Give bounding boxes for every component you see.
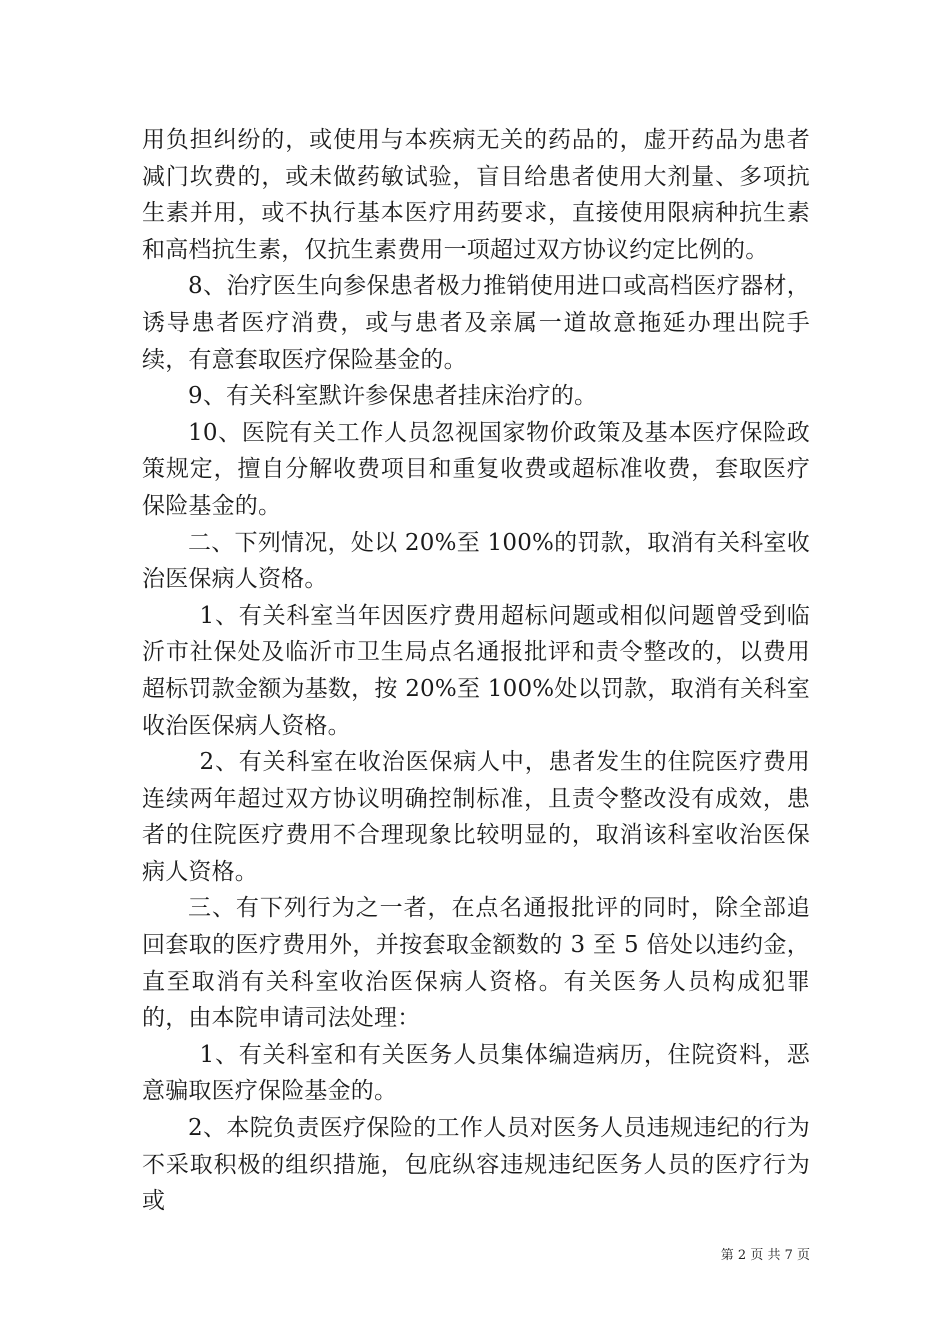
paragraph-section-2: 二、下列情况，处以 20%至 100%的罚款，取消有关科室收治医保病人资格。 <box>142 529 810 593</box>
paragraph-continuation: 用负担纠纷的，或使用与本疾病无关的药品的，虚开药品为患者减门坎费的，或未做药敏试验，盲目给患者使用大剂量、多项抗生素并用，或不执行基本医疗用药要求，直接使用限病种抗生素和高档抗生素，仅抗生素费用一项超过双方协议约定比例的。 <box>142 127 810 263</box>
paragraph-item-9: 9、有关科室默许参保患者挂床治疗的。 <box>188 383 598 410</box>
page-number-footer: 第 2 页 共 7 页 <box>720 1248 810 1263</box>
paragraph-item-10: 10、医院有关工作人员忽视国家物价政策及基本医疗保险政策规定，擅自分解收费项目和重复收费或超标准收费，套取医疗保险基金的。 <box>142 419 810 519</box>
paragraph-section-2-item-2: 2、有关科室在收治医保病人中，患者发生的住院医疗费用连续两年超过双方协议明确控制标准，且责令整改没有成效，患者的住院医疗费用不合理现象比较明显的，取消该科室收治医保病人资格。 <box>142 749 810 885</box>
paragraph-section-2-item-1: 1、有关科室当年因医疗费用超标问题或相似问题曾受到临沂市社保处及临沂市卫生局点名通报批评和责令整改的，以费用超标罚款金额为基数，按 20%至 100%处以罚款，取消有关科室收治医保病人资格。 <box>142 602 810 739</box>
document-body <box>142 122 810 1220</box>
paragraph-item-8: 8、治疗医生向参保患者极力推销使用进口或高档医疗器材，诱导患者医疗消费，或与患者及亲属一道故意拖延办理出院手续，有意套取医疗保险基金的。 <box>142 273 810 373</box>
paragraph-section-3: 三、有下列行为之一者，在点名通报批评的同时，除全部追回套取的医疗费用外，并按套取金额数的 3 至 5 倍处以违约金，直至取消有关科室收治医保病人资格。有关医务人员构成犯罪的，由本院申请司法处理： <box>142 895 810 1032</box>
paragraph-section-3-item-1: 1、有关科室和有关医务人员集体编造病历，住院资料，恶意骗取医疗保险基金的。 <box>142 1041 810 1105</box>
paragraph-section-3-item-2: 2、本院负责医疗保险的工作人员对医务人员违规违纪的行为不采取积极的组织措施，包庇纵容违规违纪医务人员的医疗行为或 <box>142 1115 810 1215</box>
